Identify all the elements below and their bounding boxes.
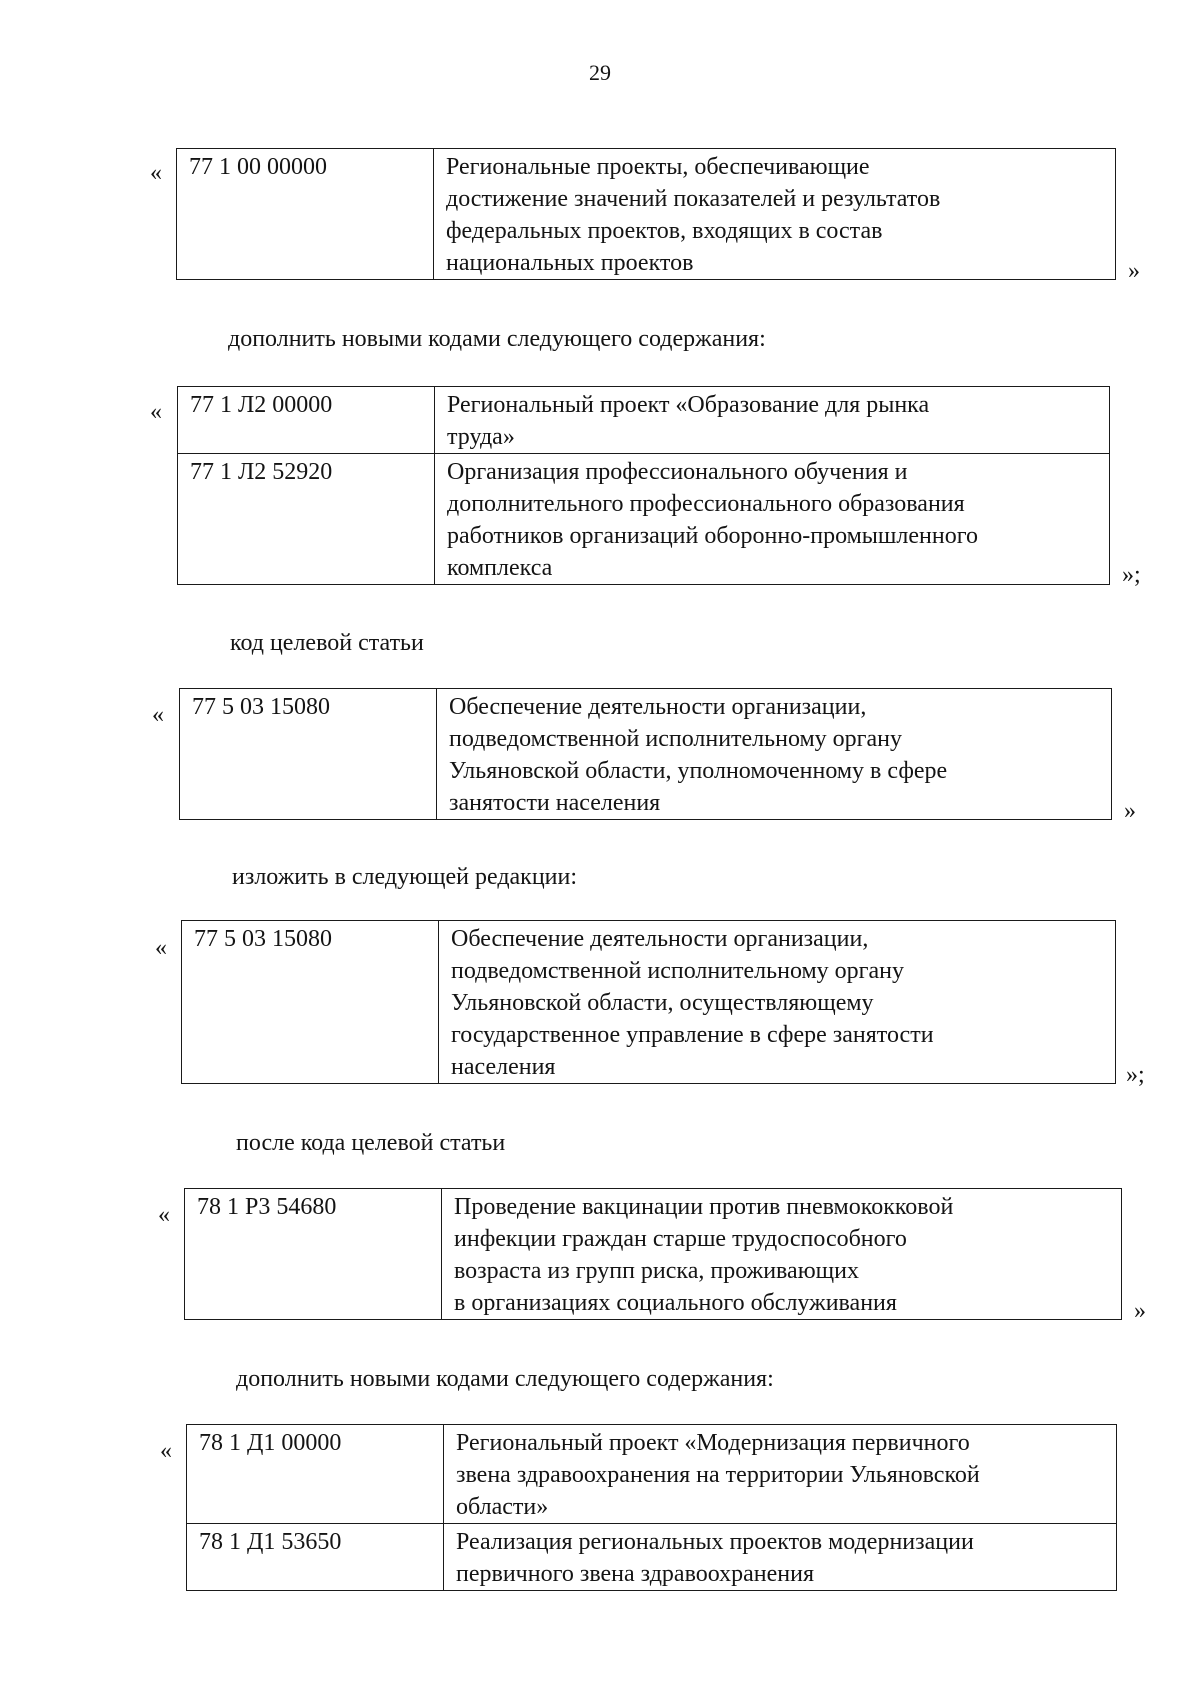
instruction-text: изложить в следующей редакции:: [232, 864, 578, 890]
code-cell: 77 1 00 00000: [177, 149, 434, 280]
table-row: [185, 1189, 1122, 1320]
table-row: [178, 387, 1110, 454]
instruction-text: дополнить новыми кодами следующего содержания:: [236, 1366, 774, 1392]
open-quote: «: [150, 399, 162, 425]
code-table-6: [186, 1424, 1117, 1591]
table-row: [177, 149, 1116, 280]
open-quote: «: [152, 702, 164, 728]
open-quote: «: [158, 1202, 170, 1228]
close-quote: »;: [1122, 562, 1141, 588]
instruction-text: код целевой статьи: [230, 630, 424, 656]
close-quote: »;: [1126, 1062, 1145, 1088]
table-row: [187, 1425, 1117, 1524]
code-cell: 78 1 Д1 00000: [187, 1425, 444, 1524]
close-quote: »: [1124, 798, 1136, 824]
close-quote: »: [1128, 258, 1140, 284]
instruction-text: после кода целевой статьи: [236, 1130, 506, 1156]
description-cell: Проведение вакцинации против пневмококковой инфекции граждан старше трудоспособного возраста из групп риска, проживающих в организациях социального обслуживания: [442, 1189, 1122, 1320]
table-row: [178, 454, 1110, 585]
description-cell: Региональный проект «Образование для рынка труда»: [435, 387, 1110, 454]
code-table-2: [177, 386, 1110, 585]
table-row: [182, 921, 1116, 1084]
description-cell: Региональные проекты, обеспечивающие достижение значений показателей и результатов федеральных проектов, входящих в состав национальных проектов: [434, 149, 1116, 280]
table-row: [180, 689, 1112, 820]
table-row: [187, 1524, 1117, 1591]
description-cell: Обеспечение деятельности организации, подведомственной исполнительному органу Ульяновской области, осуществляющему государственное управление в сфере занятости населения: [439, 921, 1116, 1084]
description-cell: Региональный проект «Модернизация первичного звена здравоохранения на территории Ульяновской области»: [444, 1425, 1117, 1524]
instruction-text: дополнить новыми кодами следующего содержания:: [228, 326, 766, 352]
code-cell: 78 1 Д1 53650: [187, 1524, 444, 1591]
code-cell: 77 1 Л2 52920: [178, 454, 435, 585]
description-cell: Организация профессионального обучения и дополнительного профессионального образования работников организаций оборонно-промышленного комплекса: [435, 454, 1110, 585]
code-cell: 77 5 03 15080: [182, 921, 439, 1084]
code-table-3: [179, 688, 1112, 820]
code-table-4: [181, 920, 1116, 1084]
open-quote: «: [150, 160, 162, 186]
code-cell: 77 1 Л2 00000: [178, 387, 435, 454]
code-table-1: [176, 148, 1116, 280]
page-number: 29: [589, 60, 611, 85]
open-quote: «: [160, 1438, 172, 1464]
description-cell: Реализация региональных проектов модернизации первичного звена здравоохранения: [444, 1524, 1117, 1591]
code-cell: 77 5 03 15080: [180, 689, 437, 820]
description-cell: Обеспечение деятельности организации, подведомственной исполнительному органу Ульяновской области, уполномоченному в сфере занятости населения: [437, 689, 1112, 820]
open-quote: «: [155, 935, 167, 961]
code-cell: 78 1 Р3 54680: [185, 1189, 442, 1320]
close-quote: »: [1134, 1298, 1146, 1324]
code-table-5: [184, 1188, 1122, 1320]
